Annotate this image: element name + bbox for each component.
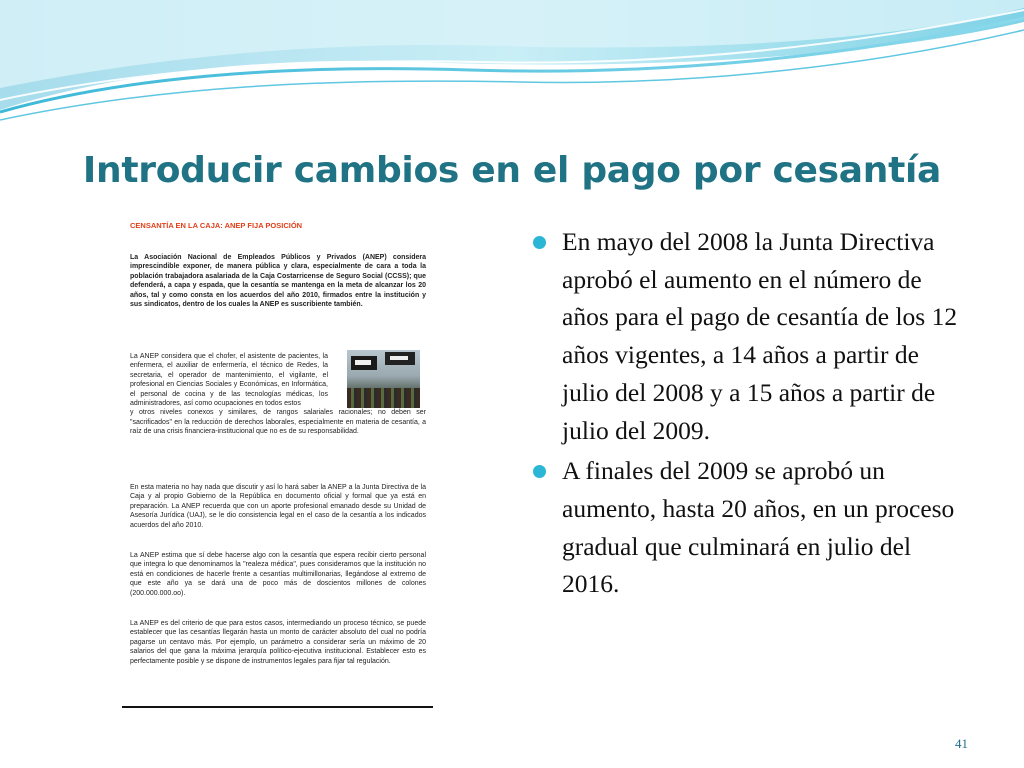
newspaper-article-image bbox=[122, 215, 433, 708]
bullet-item bbox=[530, 223, 960, 449]
article-paragraph-3: La ANEP estima que sí debe hacerse algo con la cesantía que espera recibir cierto personal que integra lo que denominamos la "realeza médica", pues consideramos que la institución no está en condiciones de hacerle frente a cesantías multimillonarias, llegándose al extremo de que este año ya se dará una de poco más de doscientos millones de colones (200.000.000.oo). bbox=[130, 552, 426, 597]
header-wave-decoration bbox=[0, 0, 1024, 130]
bullet-list bbox=[530, 223, 960, 606]
bullet-dot-icon bbox=[533, 236, 546, 249]
bullet-item bbox=[530, 452, 960, 603]
bullet-text: En mayo del 2008 la Junta Directiva aprobó el aumento en el número de años para el pago de cesantía de los 12 años vigentes, a 14 años a partir de julio del 2008 y a 15 años a partir de julio del 2009. bbox=[562, 227, 958, 445]
article-paragraph-1-rest: y otros niveles conexos y similares, de rangos salariales racionales; no deben ser "sacrificados" en la reducción de derechos laborales, especialmente en materia de cesantía, a raíz de una crisis financiera-institucional que no es de su responsabilidad. bbox=[130, 409, 426, 436]
article-paragraph-2: En esta materia no hay nada que discutir y así lo hará saber la ANEP a la Junta Directiva de la Caja y al propio Gobierno de la República en documento oficial y formal que ya está en preparación. La ANEP recuerda que con un aporte profesional emanado desde su Unidad de Asesoría Jurídica (UAJ), se le dio consistencia legal en el caso de la cesantía a los indicados acuerdos del año 2010. bbox=[130, 484, 426, 529]
article-paragraph-4: La ANEP es del criterio de que para estos casos, intermediando un proceso técnico, se puede establecer que las cesantías llegarán hasta un monto de carácter absoluto del cual no podría pagarse un centavo más. Por ejemplo, un parámetro a considerar sería un máximo de 20 salarios del que gana la máxima jerarquía político-ejecutiva institucional. Establecer esto es perfectamente posible y se dispone de instrumentos legales para fijar tal regulación. bbox=[130, 620, 426, 665]
article-bottom-rule bbox=[122, 706, 433, 708]
article-lead-paragraph: La Asociación Nacional de Empleados Públicos y Privados (ANEP) considera imprescindible exponer, de manera pública y clara, especialmente de cara a toda la población trabajadora asalariada de la Caja Costarricense de Seguro Social (CCSS); que defenderá, a capa y espada, que la cesantía se mantenga en la meta de alcanzar los 20 años, tal y como consta en los acuerdos del año 2010, firmados entre la institución y sus sindicatos, dentro de los cuales la ANEP es suscribiente también. bbox=[130, 254, 426, 309]
page-number: 41 bbox=[955, 736, 968, 751]
slide-title: Introducir cambios en el pago por cesantía bbox=[82, 150, 942, 191]
bullet-dot-icon bbox=[533, 465, 546, 478]
bullet-text: A finales del 2009 se aprobó un aumento, hasta 20 años, en un proceso gradual que culminará en julio del 2016. bbox=[562, 456, 955, 599]
article-title: CENSANTÍA EN LA CAJA: ANEP FIJA POSICIÓN bbox=[130, 221, 303, 230]
article-paragraph-1-top: La ANEP considera que el chofer, el asistente de pacientes, la enfermera, el auxiliar de enfermería, el técnico de Redes, la secretaria, el operador de mantenimiento, el vigilante, el profesional en Ciencias Sociales y Económicas, en Informática, el personal de cocina y de las tecnologías médicas, los administradores, así como ocupaciones en todos estos bbox=[130, 353, 328, 408]
article-paragraph-1 bbox=[130, 352, 426, 437]
